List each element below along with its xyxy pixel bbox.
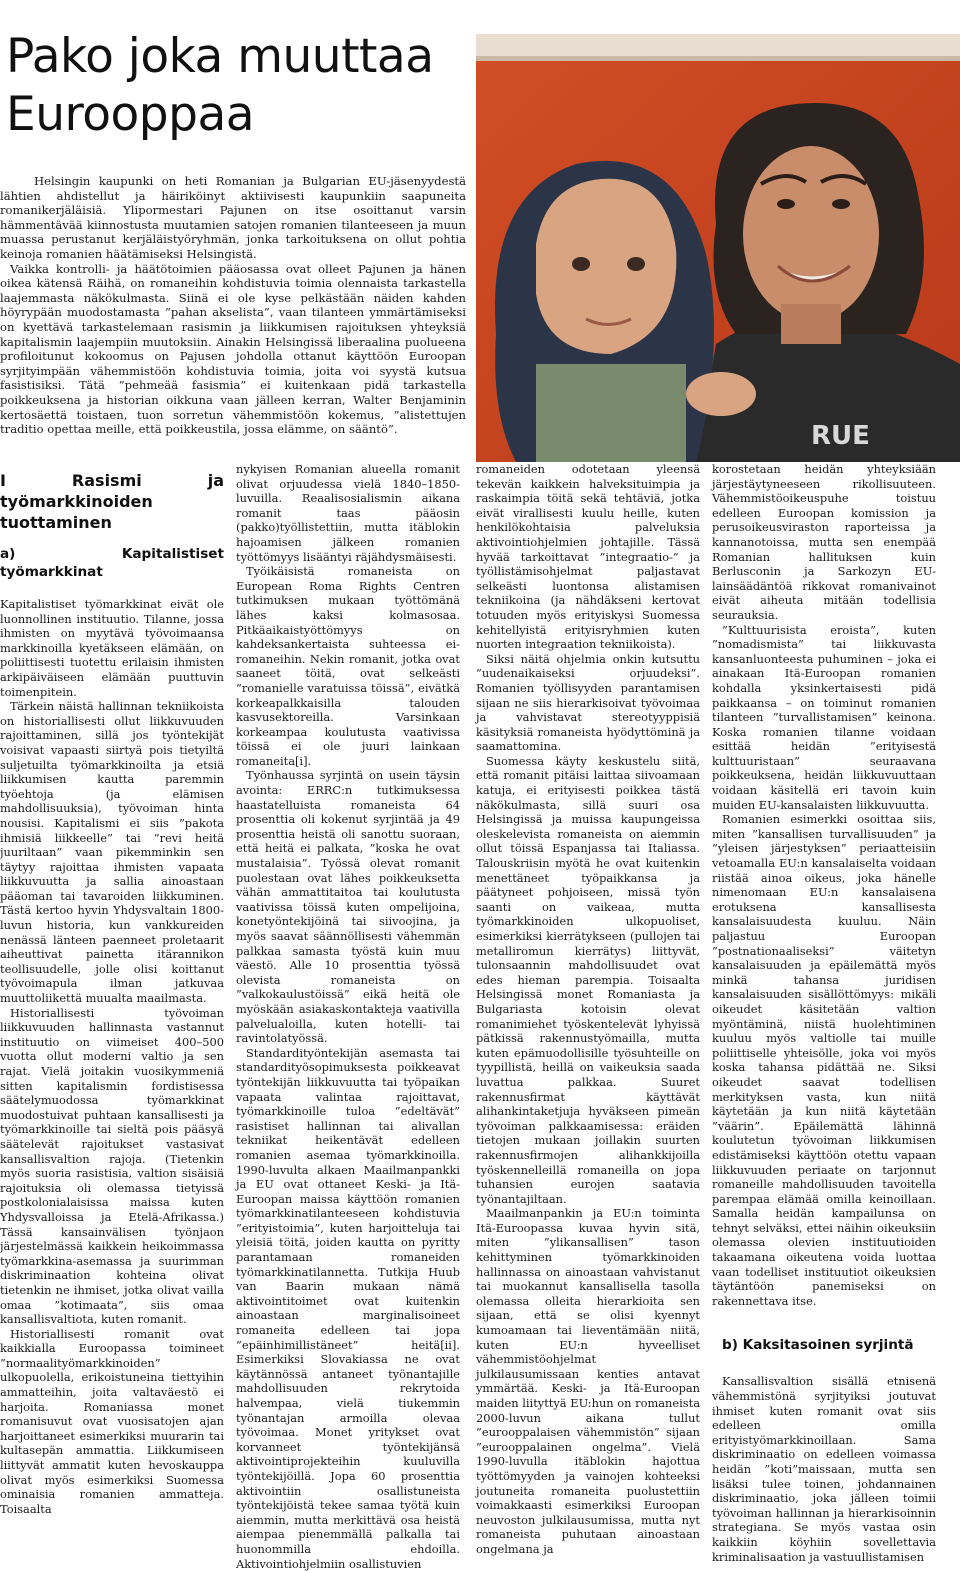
article-column-4 [712,462,936,1564]
body-paragraph: Työnhaussa syrjintä on usein täysin avointa: ERRC:n tutkimuksessa haastatelluista romaneista 64 prosenttia oli kokenut syrjintää ja 49 prosenttia heistä oli sanottu suoraan, että heitä ei palkata, ”koska he ovat mustalaisia”. Työssä olevat romanit puolestaan ovat lähes poikkeuksetta vähän ammattitaitoa tai koulutusta vaativissa töissä kuten ompelijoina, konetyöntekijöinä tai siivoojina, ja myös saavat säännöllisesti vähemmän palkkaa samasta työstä kuin muu väestö. Alle 10 prosenttia työssä olevista romaneista on ”valkokaulustöissä” eikä heitä ole myöskään asiakaskontakteja vaativilla palvelualoilla, kuten hotelli- tai ravintolatyössä. [236,768,460,1046]
svg-text:RUE: RUE [811,421,870,451]
body-paragraph: romaneiden odotetaan yleensä tekevän kaikkein halveksituimpia ja raskaimpia töitä sekä tehtäviä, jotka eivät virallisesti kuulu heille, kuten henkilökohtaisia palveluksia aktivointiohjelmien johtajille. Tässä hyvää tarkoittavat ”integraatio-” ja työllistämisohjelmat paljastavat selkeästi luontonsa alistamisen tekniikoina (ja nähdäkseni kertovat totuuden myös erityiskysi Suomessa kehitellyistä erityisryhmien kuten nuorten integraation tekniikoista). [476,462,700,652]
body-paragraph: nykyisen Romanian alueella romanit olivat orjuudessa vielä 1840–1850-luvuilla. Reaalisosialismin aikana romanit taas pääosin (pakko)työllistettiin, mutta itäblokin hajoamisen jälkeen romanien työttömyys lisääntyi räjähdysmäisesti. [236,462,460,564]
body-paragraph: ”Kulttuurisista eroista”, kuten ”nomadismista” tai liikkuvasta kansanluonteesta puhuminen – joka ei ainakaan Itä-Euroopan romanien kohdalla yksinkertaisesti pidä paikkaansa – on toiminut romanien tilanteen ”turvallistamisen” keinona. Koska romanien tilanne voidaan esittää heidän ”erityisestä kulttuuristaan” seuraavana poikkeuksena, heidän liikkuvuuttaan voidaan käsitellä eri tavoin kuin muiden EU-kansalaisten liikkuvuutta. [712,622,936,812]
subsection-heading: a) Kapitalistiset työmarkkinat [0,546,224,580]
body-paragraph: Työikäisistä romaneista on European Roma Rights Centren tutkimuksen mukaan työttömänä lähes kaksi kolmasosaa. Pitkäaikaistyöttömyys on kahdeksankertaista suhteessa ei-romaneihin. Nekin romanit, jotka ovat saaneet töitä, ovat selkeästi ”romanielle varatuissa töissä”, eivätkä korkeapalkkaisilla talouden kasvusektoreilla. Varsinkaan korkeampaa koulutusta vaativissa töissä ei ole juuri lainkaan romaneita[i]. [236,564,460,768]
body-paragraph: Siksi näitä ohjelmia onkin kutsuttu ”uudenaikaiseksi orjuudeksi”. Romanien työllisyyden parantamisen sijaan ne siis hierarkisoivat työvoimaa ja vahvistavat stereotyyppisiä käsityksiä romaneista hyödyttöminä ja saamattomina. [476,651,700,754]
article-column-2 [236,462,460,1571]
body-paragraph: Historiallisesti romanit ovat kaikkialla Euroopassa toimineet ”normaalityömarkkinoiden” ulkopuolella, erikoistuneina tiettyihin ammatteihin, joita valtaväestö ei harjoita. Romaniassa monet romanisuvut ovat vuosisatojen ajan harjoittaneet esimerkiksi muurarin tai kultasepän ammattia. Liikkumiseen liittyvät ammatit kuten hevoskauppa olivat myös esimerkiksi Suomessa ominaisia romanien ammatteja. Toisaalta [0,1326,224,1516]
body-paragraph: korostetaan heidän yhteyksiään järjestäytyneeseen rikollisuuteen. Vähemmistöoikeuspuhe toistuu edelleen Euroopan komission ja perusoikeusviraston raporteissa ja kannanotoissa, mutta sen enempää Romanian hallituksen kuin Berlusconin ja Sarkozyn EU-lainsäädäntöä rikkovat romanivainot eivät aiheuta mitään todellisia seurauksia. [712,462,936,622]
intro-paragraph: Helsingin kaupunki on heti Romanian ja Bulgarian EU-jäsenyydestä lähtien ahdistellut ja häiriköinyt aktiivisesti kaupunkiin saapuneita romanikerjäläisiä. Ylipormestari Pajunen on itse osoittanut varsin hämmentävää kiinnostusta muutamien satojen romanien tilanteeseen ja muun muassa perustanut kerjäläistyöryhmän, jonka tarkoituksena on ollut pohtia keinoja romanien häätämiseksi Helsingistä. [0,174,466,261]
body-paragraph: Standardityöntekijän asemasta tai standardityösopimuksesta poikkeavat työntekijän liikkuvuutta tai työpaikan vapaata valintaa rajoittavat, työmarkkinoille tuloa ”edeltävät” rasistiset hallinnan tai alivallan tekniikat heikentävät edelleen romanien asemaa työmarkkinoilla. 1990-luvulta alkaen Maailmanpankki ja EU ovat ottaneet Keski- ja Itä-Euroopan maissa käyttöön romanien työmarkkinatilanteeseen kohdistuvia ”erityistoimia”, kuten harjoitteluja tai yleisiä töitä, joiden kautta on pyritty parantamaan romaneiden työmarkkinatilannetta. Tutkija Huub van Baarin mukaan nämä aktivointitoimet ovat kuitenkin ainoastaan marginalisoineet romaneita edelleen tai jopa ”epäinhimillistäneet” heitä[ii]. Esimerkiksi Slovakiassa ne ovat käytännössä antaneet työnantajille mahdollisuuden rekrytoida halvempaa, vielä tiukemmin työnantajan armoilla olevaa työvoimaa. Monet yritykset ovat korvanneet työntekijänsä aktivointiprojekteihin kuuluvilla työntekijöillä. Jopa 60 prosenttia aktivointiin osallistuneista työntekijöistä tekee samaa työtä kuin aiemmin, mutta merkittävä osa heistä aiempaa pienemmällä palkalla tai huonommilla ehdoilla. Aktivointiohjelmiin osallistuvien [236,1045,460,1571]
article-photo [476,34,960,462]
body-paragraph: Maailmanpankin ja EU:n toiminta Itä-Euroopassa kuvaa hyvin sitä, miten ”ylikansallisen” tason kehittyminen työmarkkinoiden hallinnassa on ainoastaan vahvistanut tai muokannut kansallisella tasolla olemassa olleita hierarkioita sen sijaan, että se olisi kyennyt kumoamaan tai lieventämään niitä, kuten EU:n hyveelliset vähemmistöohjelmat julkilausumissaan kenties antavat ymmärtää. Keski- ja Itä-Euroopan maiden liityttyä EU:hun on romaneista 2000-luvun aikana tullut ”eurooppalaisen vähemmistön” sijaan ”eurooppalainen ongelma”. Vielä 1990-luvulla itäblokin hajottua työttömyyden ja vainojen kohteeksi joutuneita romaneita puolustettiin voimakkaasti esimerkiksi Euroopan neuvoston julkilausumissa, mutta nyt romaneista puhutaan ainoastaan ongelmana ja [476,1206,700,1556]
intro-paragraph: Vaikka kontrolli- ja häätötoimien pääosassa ovat olleet Pajunen ja hänen oikea kätensä Räihä, on romaneihin kohdistuvia toimia olennaista tarkastella laajemmasta näkökulmasta. Siinä ei ole kyse pelkästään näiden kahden höyrypään muodostamasta ”pahan akselista”, vaan tilanteen ymmärtämiseksi on kyettävä tarkastelemaan rasismin ja liikkumisen rajoituksen yhteyksiä kapitalismin laajempiin muutoksiin. Ainakin Helsingissä liberaalina puolueena profiloitunut kokoomus on Pajusen johdolla ottanut käyttöön Euroopan syrjityimpään vähemmistöön kohdistuvia toimia, joita voi syystä kutsua fasistisiksi. Tätä ”pehmeää fasismia” ei kuitenkaan pidä tarkastella poikkeuksena ja historian oikkuna vaan jälleen kerran, Walter Benjaminin kertosäettä toistaen, tuon sorretun vähemmistöön kokemus, ”alistettujen traditio opettaa meille, että poikkeustila, jossa elämme, on sääntö”. [0,261,466,437]
article-title: Pako joka muuttaa Eurooppaa [6,29,434,142]
body-paragraph: Romanien esimerkki osoittaa siis, miten ”kansallisen turvallisuuden” ja ”yleisen järjestyksen” periaatteisiin vetoamalla EU:n kansalaiselta voidaan riistää ainoa oikeus, joka hänelle nimenomaan EU:n kansalaisena erotuksena kansallisesta kansalaisuudesta kuuluu. Näin paljastuu Euroopan ”postnationaaliseksi” väitetyn kansalaisuuden ja epäilemättä myös minkä tahansa juridisen kansalaisuuden sisällöttömyys: mikäli oikeudet käsitetään valtion myöntäminä, niistä huolehtiminen kuuluu myös valtiolle tai muille poliittiselle yhteisölle, joka voi myös koska tahansa pidättää ne. Siksi oikeudet saavat todellisen merkityksen vasta, kun niitä käytetään ja kun niitä käytetään ”väärin”. Epäilemättä lähinnä koulutetun työvoiman liikkumisen edistämiseksi käyttöön otettu vapaan liikkuvuuden periaate on tarjonnut romaneille mahdollisuuden tavoitella parempaa elämää omilla keinoillaan. Samalla heidän kampailunsa on tehnyt selväksi, ettei näihin oikeuksiin olemassa olevien instituutioiden takaamana oikeutena voida luottaa vaan todelliset instituutiot oikeuksien täytäntöön panemiseksi on rakennettava itse. [712,812,936,1308]
section-heading: I Rasismi ja työmarkkinoiden tuottaminen [0,471,224,532]
body-paragraph: Kapitalistiset työmarkkinat eivät ole luonnollinen instituutio. Tilanne, jossa ihmisten on myytävä työvoimaansa markkinoilla kyetäkseen elämään, on poliittisesti tuotettu erilaisin ihmisten arkipäiväiseen elämään puuttuvin toimenpitein. [0,597,224,699]
body-paragraph: Kansallisvaltion sisällä etnisenä vähemmistönä syrjityiksi joutuvat ihmiset kuten romanit ovat siis edelleen omilla erityistyömarkkinoillaan. Sama diskriminaatio on edelleen voimassa heidän ”koti”maissaan, mutta sen lisäksi tulee toinen, johdannainen diskriminaatio, joka jälleen toimii työvoiman hallinnan ja hierarkisoinnin strategiana. Se myös vastaa osin kaikkiin köyhiin sovellettavia kriminalisaation ja vastuullistamisen [712,1374,936,1564]
body-paragraph: Tärkein näistä hallinnan tekniikoista on historiallisesti ollut liikkuvuuden rajoittaminen, sillä jos työntekijät voisivat vapaasti siirtyä pois tietyiltä suljetuilta työmarkkinoilta ja etsiä liikkumisen kautta paremmin työehtoja (ja elämisen mahdollisuuksia), työvoiman hinta nousisi. Kapitalismi ei siis ”pakota ihmisiä liikkeelle” tai ”revi heitä juuriltaan” vaan pikemminkin sen täytyy rajoittaa ihmisten vapaata liikkuvuutta ja sallia ainoastaan pääoman tai tavaroiden liikkuminen. Tästä kertoo hyvin Yhdysvaltain 1800-luvun historia, kun vankkureiden nenässä länteen paenneet proletaarit aiheuttivat painetta itärannikon teollisuudelle, jolle olisi koittanut työvoimapula ilman jatkuvaa muuttoliikettä muualta maailmasta. [0,699,224,1006]
article-column-1 [0,470,224,1516]
body-paragraph: Suomessa käyty keskustelu siitä, että romanit pitäisi laittaa siivoamaan katuja, ei erityisesti poikkea tästä näkökulmasta, sillä suuri osa Helsingissä ja muissa kaupungeissa oleskelevista romaneista on aiemmin ollut töissä Espanjassa tai Italiassa. Talouskriisin myötä he ovat kuitenkin menettäneet työpaikkansa ja päätyneet pohjoiseen, missä työn saanti on vaikeaa, mutta työmarkkinoiden ulkopuoliset, esimerkiksi kierrätykseen (pullojen tai metalliromun kierrätys) liittyvät, tulonsaannin mahdollisuudet ovat edes hieman parempia. Toisaalta Helsingissä monet Romaniasta ja Bulgariasta kotoisin olevat romanimiehet työskentelevät lyhyissä pätkissä rakennustyömailla, mutta kuten epämuodollisille työsuhteille on tyypillistä, heillä on vaikeuksia saada luvattua palkkaa. Suuret rakennusfirmat käyttävät alihankintaketjuja hyväkseen pimeän työvoiman palkkaamisessa: eräiden tietojen mukaan joillakin suurten rakennusfirmojen alihankkijoilla työskennelleillä romaneilla on jopa tuhansien eurojen saatavia työnantajiltaan. [476,753,700,1206]
subsection-heading: b) Kaksitasoinen syrjintä [722,1337,914,1354]
article-intro [0,174,466,437]
body-paragraph: Historiallisesti työvoiman liikkuvuuden hallinnasta vastannut instituutio on viimeiset 400–500 vuotta ollut moderni valtio ja sen rajat. Vielä joitakin vuosikymmeniä sitten kapitalismin fordistisessa säätelymuodossa työmarkkinat muodostuivat puhtaan kansallisesti ja työmarkkinoille tai sieltä pois pääsyä säätelevät rajoitukset vastasivat kansallisvaltion rajoja. (Tietenkin myös suoria rasistisia, valtion sisäisiä rajoituksia oli olemassa tietyissä postkolonialaisissa maissa kuten Yhdysvalloissa ja Etelä-Afrikassa.) Tässä kansainvälisen työnjaon järjestelmässä kaikkein heikoimmassa työmarkkina-asemassa ja suurimman diskriminaation kohteina olivat tietenkin ne ihmiset, jotka olivat vailla omaa ”kotimaata”, siis omaa kansallisvaltiota, kuten romanit. [0,1005,224,1327]
article-column-3 [476,462,700,1557]
